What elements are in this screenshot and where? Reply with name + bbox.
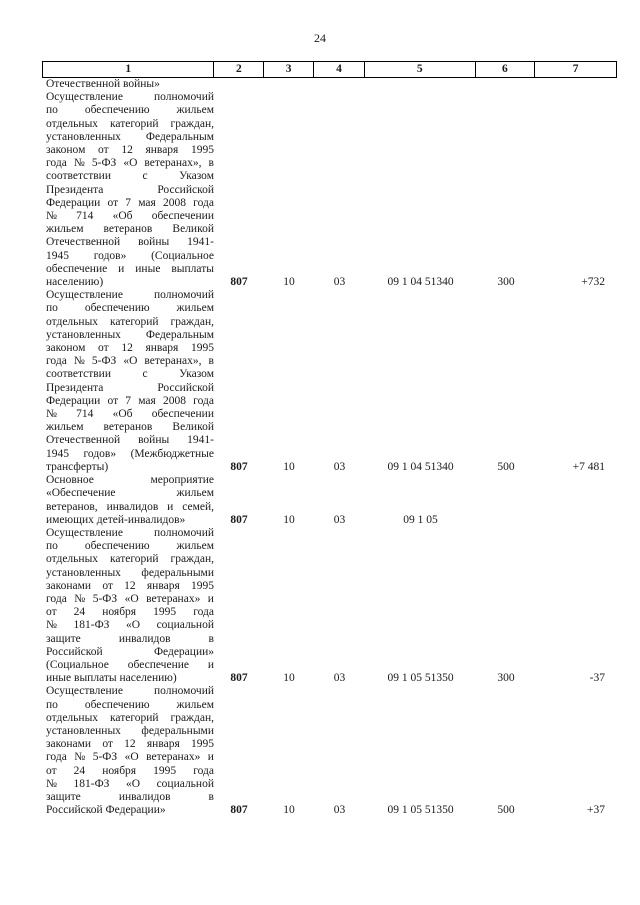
cell-col-5: 09 1 04 51340 — [387, 276, 454, 289]
description-line: Отечественной войны 1941- — [46, 434, 214, 447]
cell-col-5: 09 1 05 51350 — [387, 672, 454, 685]
description-line: установленных федеральными — [46, 724, 214, 737]
header-col-3: 3 — [264, 62, 314, 77]
cell-col-3: 10 — [283, 460, 295, 473]
cell-col-3: 10 — [283, 672, 295, 685]
cell-col-2: 807 — [230, 804, 248, 817]
description-line: Президента Российской — [46, 183, 214, 196]
cell-col-3: 10 — [283, 513, 295, 526]
description-line: «Обеспечение жильем — [46, 487, 214, 500]
description-line: Осуществление полномочий — [46, 685, 214, 698]
description-line: соответствии с Указом — [46, 368, 214, 381]
carryover-text: Отечественной войны» — [46, 78, 160, 90]
description-line: законом от 12 января 1995 — [46, 342, 214, 355]
description-line: года № 5-ФЗ «О ветеранах» и — [46, 751, 214, 764]
description-line: обеспечение и иные выплаты — [46, 262, 214, 275]
cell-col-6: 500 — [497, 460, 515, 473]
description-line: законом от 12 января 1995 — [46, 144, 214, 157]
cell-col-6: 300 — [497, 276, 515, 289]
description-line: года № 5-ФЗ «О ветеранах» и — [46, 592, 214, 605]
description-line: № 714 «Об обеспечении — [46, 210, 214, 223]
cell-col-3: 10 — [283, 804, 295, 817]
cell-col-2: 807 — [230, 460, 248, 473]
cell-col-6: 300 — [497, 672, 515, 685]
table-row — [42, 474, 617, 527]
description-line: законами от 12 января 1995 — [46, 579, 214, 592]
description-line: по обеспечению жильем — [46, 540, 214, 553]
description-line: отдельных категорий граждан, — [46, 711, 214, 724]
header-col-6: 6 — [476, 62, 536, 77]
row-description — [42, 91, 214, 289]
description-line: отдельных категорий граждан, — [46, 315, 214, 328]
description-line: Осуществление полномочий — [46, 91, 214, 104]
budget-table — [42, 61, 617, 817]
page-number: 24 — [314, 31, 326, 45]
description-line: жильем ветеранов Великой — [46, 421, 214, 434]
cell-col-4: 03 — [333, 804, 346, 817]
cell-col-4: 03 — [333, 460, 346, 473]
description-line: имеющих детей-инвалидов» — [46, 513, 186, 526]
header-col-5: 5 — [365, 62, 476, 77]
description-line: Российской Федерации» — [46, 645, 214, 658]
cell-col-7: +7 481 — [572, 460, 605, 473]
description-line: от 24 ноября 1995 года — [46, 764, 214, 777]
table-row — [42, 91, 617, 289]
table-row — [42, 289, 617, 474]
cell-col-7: +732 — [581, 276, 605, 289]
description-line: ветеранов, инвалидов и семей, — [46, 500, 214, 513]
header-col-4: 4 — [314, 62, 365, 77]
row-description — [42, 289, 214, 474]
description-line: по обеспечению жильем — [46, 698, 214, 711]
cell-col-4: 03 — [333, 672, 346, 685]
table-header-row — [42, 61, 617, 78]
description-line: № 181-ФЗ «О социальной — [46, 777, 214, 790]
description-line: Осуществление полномочий — [46, 526, 214, 539]
description-line: № 714 «Об обеспечении — [46, 408, 214, 421]
row-description — [42, 474, 214, 527]
description-line: защите инвалидов в — [46, 790, 214, 803]
description-line: Президента Российской — [46, 381, 214, 394]
description-line: установленных федеральными — [46, 566, 214, 579]
description-line: Основное мероприятие — [46, 474, 214, 487]
cell-col-4: 03 — [333, 276, 346, 289]
carryover-row — [42, 78, 617, 91]
description-line: Федерации от 7 мая 2008 года — [46, 394, 214, 407]
description-line: (Социальное обеспечение и — [46, 658, 214, 671]
description-line: жильем ветеранов Великой — [46, 223, 214, 236]
cell-col-5: 09 1 05 — [403, 513, 438, 526]
description-line: соответствии с Указом — [46, 170, 214, 183]
description-line: иные выплаты населению) — [46, 672, 177, 685]
cell-col-4: 03 — [333, 513, 346, 526]
description-line: по обеспечению жильем — [46, 302, 214, 315]
description-line: Осуществление полномочий — [46, 289, 214, 302]
cell-col-5: 09 1 05 51350 — [387, 804, 454, 817]
cell-col-7: +37 — [587, 804, 605, 817]
description-line: года № 5-ФЗ «О ветеранах», в — [46, 355, 214, 368]
description-line: по обеспечению жильем — [46, 104, 214, 117]
description-line: от 24 ноября 1995 года — [46, 606, 214, 619]
description-line: Федерации от 7 мая 2008 года — [46, 196, 214, 209]
header-col-1: 1 — [43, 62, 214, 77]
description-line: № 181-ФЗ «О социальной — [46, 619, 214, 632]
header-col-2: 2 — [214, 62, 264, 77]
header-col-7: 7 — [572, 63, 579, 75]
description-line: отдельных категорий граждан, — [46, 553, 214, 566]
description-line: 1945 годов» (Социальное — [46, 249, 214, 262]
description-line: установленных Федеральным — [46, 130, 214, 143]
cell-col-7: -37 — [589, 672, 605, 685]
cell-col-2: 807 — [230, 513, 248, 526]
description-line: года № 5-ФЗ «О ветеранах», в — [46, 157, 214, 170]
cell-col-2: 807 — [230, 672, 248, 685]
description-line: защите инвалидов в — [46, 632, 214, 645]
cell-col-5: 09 1 04 51340 — [387, 460, 454, 473]
cell-col-6: 500 — [497, 804, 515, 817]
description-line: 1945 годов» (Межбюджетные — [46, 447, 214, 460]
row-description — [42, 685, 214, 817]
description-line: Российской Федерации» — [46, 804, 166, 817]
table-body — [42, 78, 617, 817]
description-line: установленных Федеральным — [46, 328, 214, 341]
table-row — [42, 527, 617, 685]
table-row — [42, 685, 617, 817]
row-description — [42, 527, 214, 685]
description-line: Отечественной войны 1941- — [46, 236, 214, 249]
cell-col-3: 10 — [283, 276, 295, 289]
description-line: трансферты) — [46, 460, 109, 473]
description-line: законами от 12 января 1995 — [46, 738, 214, 751]
cell-col-2: 807 — [230, 276, 248, 289]
description-line: населению) — [46, 276, 104, 289]
description-line: отдельных категорий граждан, — [46, 117, 214, 130]
